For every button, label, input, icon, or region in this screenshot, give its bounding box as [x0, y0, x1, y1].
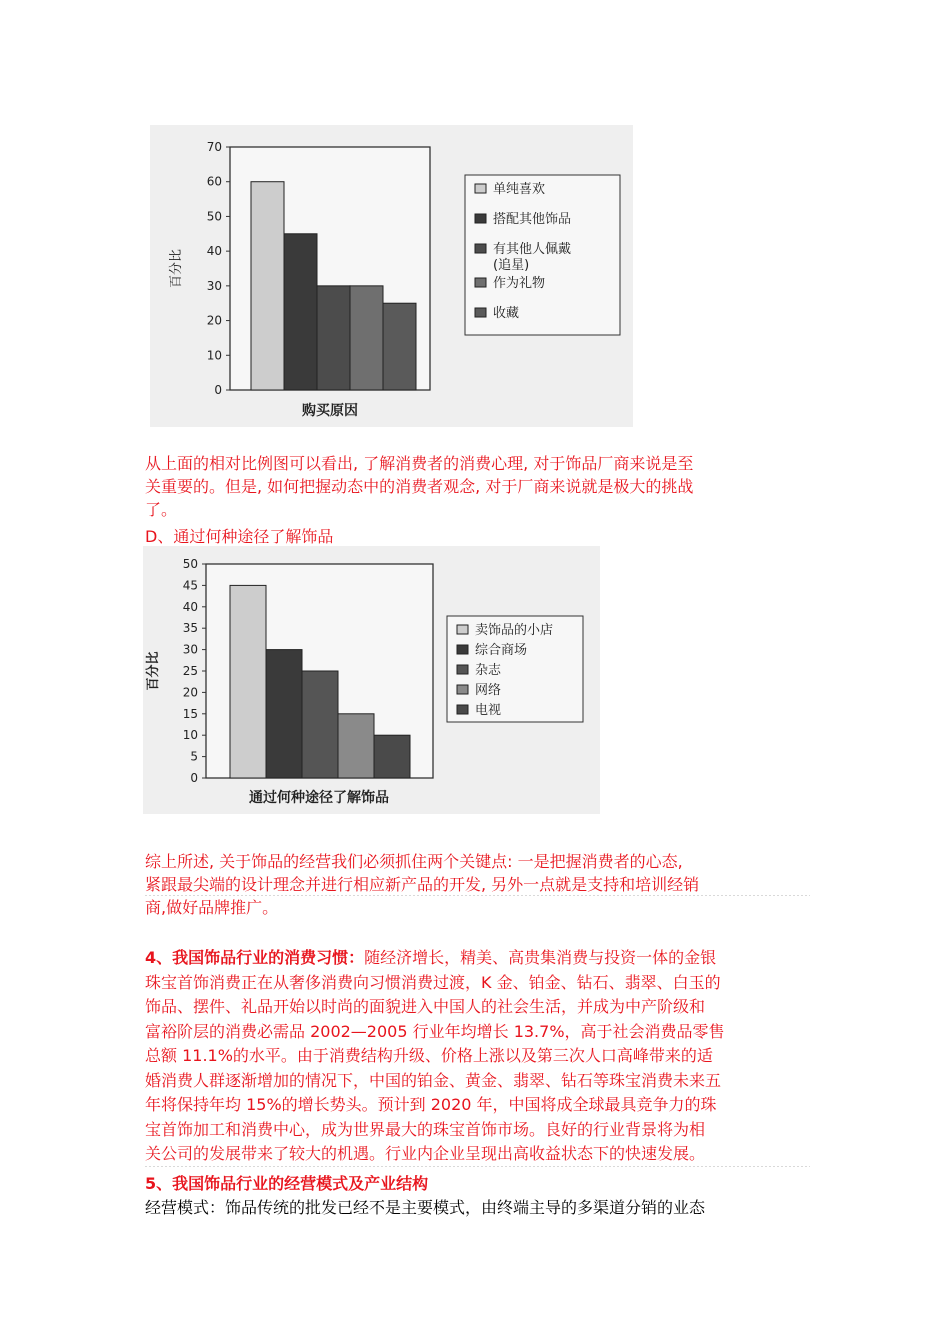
y-tick-label: 50 — [182, 557, 198, 571]
y-tick-label: 30 — [206, 278, 222, 293]
bar — [374, 735, 410, 778]
legend-swatch — [475, 214, 486, 223]
text-line: 饰品、摆件、礼品开始以时尚的面貌进入中国人的社会生活，并成为中产阶级和 — [145, 997, 706, 1016]
legend-swatch — [457, 705, 468, 714]
legend-label: 网络 — [475, 683, 502, 698]
bar — [350, 286, 383, 390]
y-tick-label: 40 — [182, 599, 198, 614]
bar — [383, 303, 416, 390]
legend-label: 单纯喜欢 — [493, 182, 546, 197]
text-line: 随经济增长，精美、高贵集消费与投资一体的金银 — [364, 948, 717, 967]
y-tick-label: 70 — [206, 140, 222, 154]
text-line: 关重要的。但是, 如何把握动态中的消费者观念, 对于厂商来说就是极大的挑战 — [145, 477, 694, 496]
y-tick-label: 10 — [182, 728, 198, 743]
bar — [302, 671, 338, 778]
y-axis-label: 百分比 — [169, 248, 184, 289]
legend-label: 有其他人佩戴 — [493, 242, 572, 257]
y-tick-label: 25 — [182, 664, 198, 678]
text-line: 宝首饰加工和消费中心，成为世界最大的珠宝首饰市场。良好的行业背景将为相 — [145, 1119, 706, 1139]
legend-label: 搭配其他饰品 — [493, 212, 572, 227]
y-tick-label: 30 — [182, 642, 198, 657]
legend-swatch — [457, 665, 468, 674]
y-tick-label: 0 — [214, 383, 222, 397]
heading-d-text: D、通过何种途径了解饰品 — [145, 527, 334, 546]
legend-label: 收藏 — [493, 306, 520, 321]
legend-swatch — [475, 278, 486, 287]
paragraph-summary — [145, 850, 810, 919]
legend-label: 综合商场 — [475, 643, 528, 658]
text-line: 总额 11.1%的水平。由于消费结构升级、价格上涨以及第三次人口高峰带来的适 — [145, 1046, 713, 1065]
y-tick-label: 40 — [206, 244, 222, 259]
y-tick-label: 60 — [206, 174, 222, 189]
legend-swatch — [457, 685, 468, 694]
section-4-title: 4、我国饰品行业的消费习惯： — [145, 948, 365, 967]
text-line: 珠宝首饰消费正在从奢侈消费向习惯消费过渡，K 金、铂金、钻石、翡翠、白玉的 — [145, 972, 721, 992]
legend-label: 卖饰品的小店 — [475, 623, 554, 638]
text-line: 商,做好品牌推广。 — [145, 898, 279, 917]
y-tick-label: 35 — [182, 621, 198, 636]
y-axis-label: 百分比 — [146, 651, 161, 691]
legend-swatch — [457, 625, 468, 634]
legend-swatch — [475, 244, 486, 253]
text-line: 关公司的发展带来了较大的机遇。行业内企业呈现出高收益状态下的快速发展。 — [145, 1142, 810, 1167]
bar — [338, 714, 374, 778]
text-line: 紧跟最尖端的设计理念并进行相应新产品的开发, 另外一点就是支持和培训经销 — [145, 873, 810, 896]
y-tick-label: 45 — [182, 578, 198, 593]
text-line: 从上面的相对比例图可以看出, 了解消费者的消费心理, 对于饰品厂商来说是至 — [145, 454, 694, 473]
section-5 — [145, 1172, 810, 1220]
text-line: 经营模式：饰品传统的批发已经不是主要模式，由终端主导的多渠道分销的业态 — [145, 1198, 706, 1217]
chart-purchase-reasons — [150, 125, 633, 427]
text-line: 了。 — [145, 500, 178, 519]
y-tick-label: 20 — [182, 685, 198, 700]
chart-information-channels — [143, 546, 600, 814]
paragraph-consumer-psychology — [145, 452, 810, 521]
legend-swatch — [475, 308, 486, 317]
text-line: 富裕阶层的消费必需品 2002—2005 行业年均增长 13.7%，高于社会消费品零售 — [145, 1021, 725, 1041]
bar — [266, 650, 302, 778]
y-tick-label: 0 — [190, 771, 198, 785]
y-tick-label: 5 — [190, 749, 198, 764]
bar — [251, 182, 284, 390]
heading-d — [145, 525, 810, 548]
y-tick-label: 20 — [206, 313, 222, 328]
x-axis-label: 购买原因 — [302, 403, 358, 419]
legend-swatch — [457, 645, 468, 654]
section-4 — [145, 946, 810, 1167]
section-5-title: 5、我国饰品行业的经营模式及产业结构 — [145, 1174, 429, 1193]
y-tick-label: 50 — [206, 209, 222, 224]
chart-purchase-reasons-svg — [150, 125, 633, 427]
x-axis-label: 通过何种途径了解饰品 — [249, 790, 389, 806]
y-tick-label: 15 — [182, 706, 198, 721]
legend-label: 电视 — [475, 703, 502, 718]
text-line: 综上所述, 关于饰品的经营我们必须抓住两个关键点: 一是把握消费者的心态, — [145, 852, 683, 871]
bar — [284, 234, 317, 390]
legend-label: (追星) — [493, 258, 530, 273]
y-tick-label: 10 — [206, 348, 222, 363]
legend-swatch — [475, 184, 486, 193]
chart-information-channels-svg — [143, 546, 600, 814]
legend-label: 杂志 — [475, 663, 502, 678]
text-line: 年将保持年均 15%的增长势头。预计到 2020 年，中国将成全球最具竞争力的珠 — [145, 1095, 717, 1114]
legend-label: 作为礼物 — [493, 276, 546, 291]
bar — [230, 585, 266, 778]
bar — [317, 286, 350, 390]
text-line: 婚消费人群逐渐增加的情况下，中国的铂金、黄金、翡翠、钻石等珠宝消费未来五 — [145, 1070, 722, 1090]
